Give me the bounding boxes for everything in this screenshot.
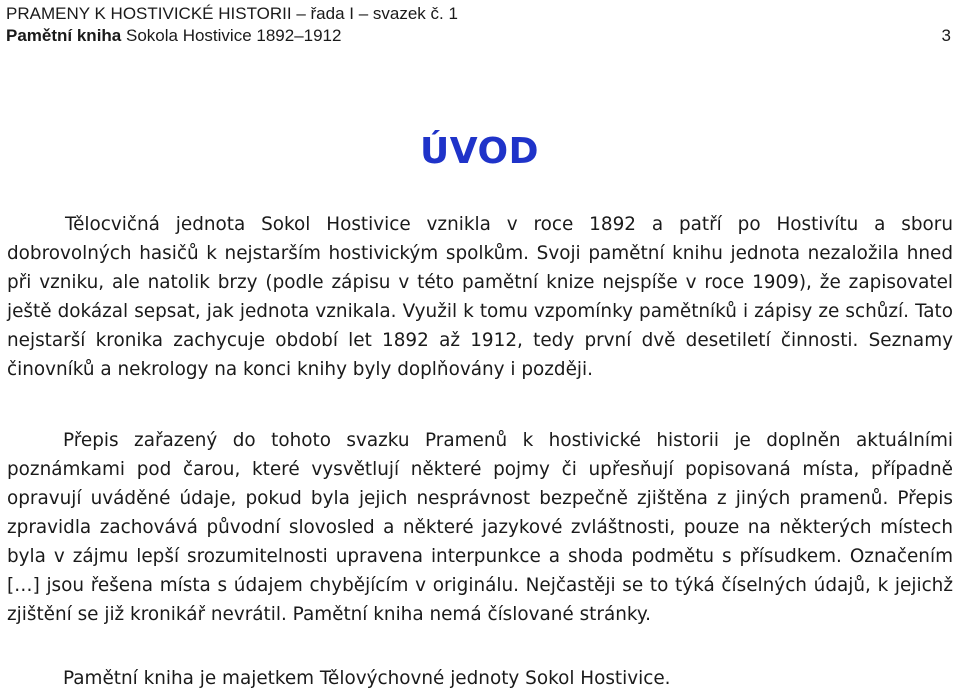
page-number: 3 <box>941 26 951 45</box>
section-title: ÚVOD <box>420 131 539 173</box>
page-header <box>6 3 951 47</box>
book-title <box>6 25 341 47</box>
series-line: PRAMENY K HOSTIVICKÉ HISTORII – řada I – svazek č. 1 <box>6 4 458 23</box>
book-title-rest: Sokola Hostivice 1892–1912 <box>121 26 342 45</box>
paragraph-ownership: Pamětní kniha je majetkem Tělovýchovné jednoty Sokol Hostivice. <box>63 668 671 689</box>
book-line <box>6 25 951 47</box>
paragraph-transcription: Přepis zařazený do tohoto svazku Pramenů k hostivické historii je doplněn aktuálními poznámkami pod čarou, které vysvětlují některé pojmy či upřesňují popisovaná místa, případně opravují uváděné údaje, pokud byla jejich nesprávnost bezpečně zjištěna z jiných pramenů. Přepis zpravidla zachovává původní slovosled a některé jazykové zvláštnosti, pouze na některých místech byla v zájmu lepší srozumitelnosti upravena interpunkce a shoda podmětu s přísudkem. Označením […] jsou řešena místa s údajem chybějícím v originálu. Nejčastěji se to týká číselných údajů, k jejichž zjištění se již kronikář nevrátil. Pamětní kniha nemá číslované stránky. <box>7 430 953 625</box>
paragraph-history: Tělocvičná jednota Sokol Hostivice vznikla v roce 1892 a patří po Hostivítu a sboru dobrovolných hasičů k nejstarším hostivickým spolkům. Svoji pamětní knihu jednota nezaložila hned při vzniku, ale natolik brzy (podle zápisu v této pamětní knize nejspíše v roce 1909), že zapisovatel ještě dokázal sepsat, jak jednota vznikala. Využil k tomu vzpomínky pamětníků i zápisy ze schůzí. Tato nejstarší kronika zachycuje období let 1892 až 1912, tedy první dvě desetiletí činnosti. Seznamy činovníků a nekrology na konci knihy byly doplňovány i později. <box>7 214 953 380</box>
book-title-bold: Pamětní kniha <box>6 26 122 45</box>
